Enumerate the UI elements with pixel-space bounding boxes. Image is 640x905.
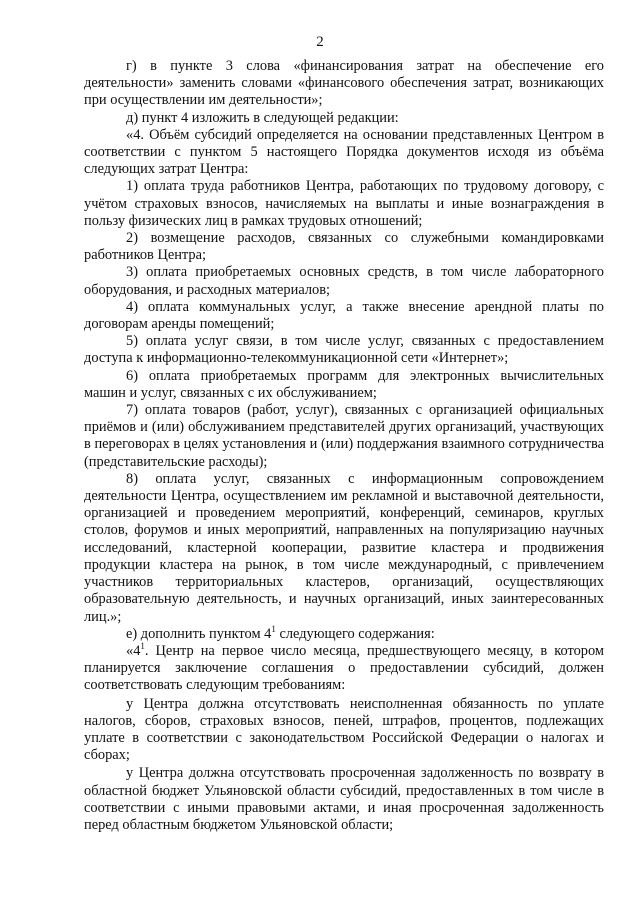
list-item-1: 1) оплата труда работников Центра, работающих по трудовому договору, с учётом страховых взносов, начисляемых на выплаты и иные вознаграждения в пользу физических лиц в рамках трудовых отношений;: [84, 178, 604, 229]
list-item-8: 8) оплата услуг, связанных с информационным сопровождением деятельности Центра, осуществлением им рекламной и выставочной деятельности, организацией и проведением мероприятий, конференций, семинаров, круглых столов, форумов и иных мероприятий, направленных на популяризацию научных исследований, кластерной кооперации, развитие кластера и продвижения продукции кластера на рынок, в том числе международный, с привлечением участников территориальных кластеров, организаций, осуществляющих образовательную деятельность, и научных организаций, иных заинтересованных лиц.»;: [84, 470, 604, 625]
page-number: 2: [316, 34, 324, 50]
list-item-4: 4) оплата коммунальных услуг, а также внесение арендной платы по договорам аренды помещений;: [84, 298, 604, 333]
paragraph-point-4: «4. Объём субсидий определяется на основании представленных Центром в соответствии с пунктом 5 настоящего Порядка документов исходя из объёма следующих затрат Центра:: [84, 126, 604, 178]
list-item-5: 5) оплата услуг связи, в том числе услуг, связанных с предоставлением доступа к информационно-телекоммуникационной сети «Интернет»;: [84, 333, 604, 367]
point-4-1-text: . Центр на первое число месяца, предшествующего месяцу, в котором планируется заключение соглашения о предоставлении субсидий, должен соответствовать следующим требованиям:: [84, 642, 604, 694]
paragraph-point-4-1: [84, 643, 604, 695]
point-4-1-superscript: 1: [140, 641, 145, 652]
list-item-6: 6) оплата приобретаемых программ для электронных вычислительных машин и услуг, связанных с их обслуживанием;: [84, 367, 604, 401]
list-item-3: 3) оплата приобретаемых основных средств, в том числе лабораторного оборудования, и расходных материалов;: [84, 264, 604, 298]
requirement-debt: у Центра должна отсутствовать просроченная задолженность по возврату в областной бюджет Ульяновской области субсидий, предоставленных в том числе в соответствии с иными правовыми актами, и иная просроченная задолженность перед областным бюджетом Ульяновской области;: [84, 765, 604, 833]
item-e-text: е) дополнить пунктом 4: [126, 625, 272, 642]
list-item-7: 7) оплата товаров (работ, услуг), связанных с организацией официальных приёмов и (или) обслуживанием представителей других организаций, участвующих в переговорах в целях установления и (или) поддержания взаимного сотрудничества (представительские расходы);: [84, 402, 604, 470]
item-e-text-end: следующего содержания:: [275, 625, 435, 642]
document-body: [84, 58, 604, 834]
paragraph-item-e: [84, 623, 604, 643]
item-e-superscript: 1: [271, 623, 276, 634]
requirement-taxes: у Центра должна отсутствовать неисполненная обязанность по уплате налогов, сборов, страховых взносов, пеней, штрафов, процентов, подлежащих уплате в соответствии с законодательством Российской Федерации о налогах и сборах;: [84, 695, 604, 764]
paragraph-item-d: д) пункт 4 изложить в следующей редакции:: [126, 109, 399, 126]
point-4-1-number: «4: [126, 642, 141, 659]
paragraph-item-g: г) в пункте 3 слова «финансирования затрат на обеспечение его деятельности» заменить словами «финансового обеспечения затрат, возникающих при осуществлении им деятельности»;: [84, 58, 604, 109]
list-item-2: 2) возмещение расходов, связанных со служебными командировками работников Центра;: [84, 230, 604, 264]
